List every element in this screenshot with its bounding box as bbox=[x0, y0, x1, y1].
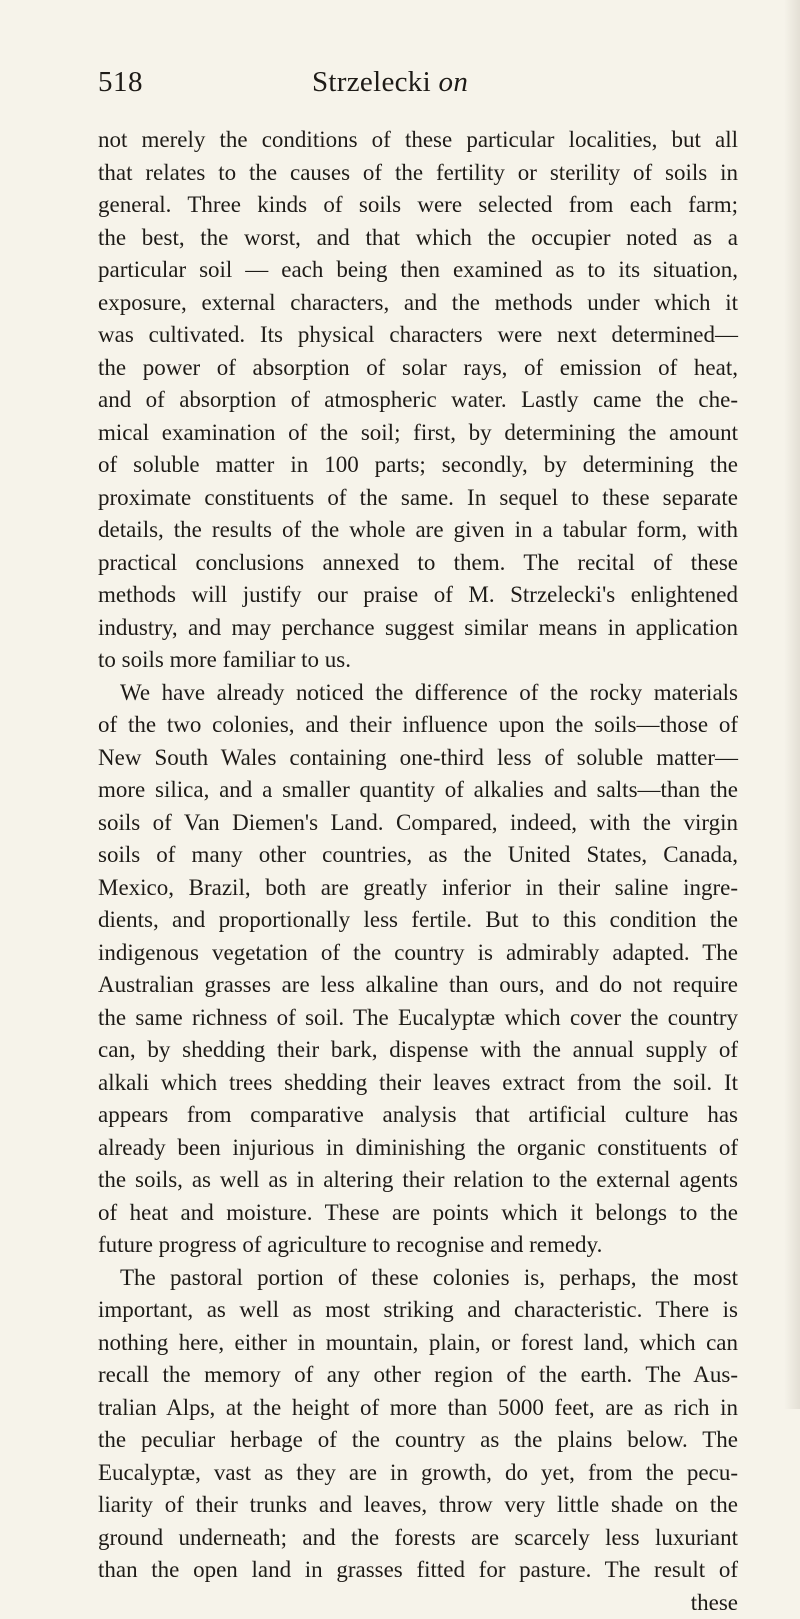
page-edge-shadow bbox=[784, 0, 800, 1409]
text-line: general. Three kinds of soils were selected from each farm; bbox=[98, 189, 738, 222]
text-line: than the open land in grasses fitted for pasture. The result of bbox=[98, 1554, 738, 1587]
text-line: already been injurious in diminishing the organic constituents of bbox=[98, 1132, 738, 1165]
text-line: New South Wales containing one-third less of soluble matter— bbox=[98, 742, 738, 775]
text-line: soils of Van Diemen's Land. Compared, indeed, with the virgin bbox=[98, 807, 738, 840]
page-header bbox=[98, 66, 748, 106]
text-line: nothing here, either in mountain, plain, or forest land, which can bbox=[98, 1327, 738, 1360]
text-line: of the two colonies, and their influence upon the soils—those of bbox=[98, 709, 738, 742]
text-line: more silica, and a smaller quantity of alkalies and salts—than the bbox=[98, 774, 738, 807]
text-line: the soils, as well as in altering their relation to the external agents bbox=[98, 1164, 738, 1197]
page-number: 518 bbox=[98, 66, 143, 99]
text-line: to soils more familiar to us. bbox=[98, 644, 738, 677]
text-line: the peculiar herbage of the country as the plains below. The bbox=[98, 1424, 738, 1457]
text-line: of soluble matter in 100 parts; secondly, by determining the bbox=[98, 449, 738, 482]
text-line: tralian Alps, at the height of more than 5000 feet, are as rich in bbox=[98, 1392, 738, 1425]
text-line: methods will justify our praise of M. Strzelecki's enlightened bbox=[98, 579, 738, 612]
catchword: these bbox=[98, 1587, 738, 1619]
running-head bbox=[312, 66, 468, 99]
body-text bbox=[98, 124, 738, 1619]
text-line: the best, the worst, and that which the occupier noted as a bbox=[98, 222, 738, 255]
text-line: proximate constituents of the same. In sequel to these separate bbox=[98, 482, 738, 515]
text-line: of heat and moisture. These are points which it belongs to the bbox=[98, 1197, 738, 1230]
text-line: mical examination of the soil; first, by determining the amount bbox=[98, 417, 738, 450]
text-line: Australian grasses are less alkaline than ours, and do not require bbox=[98, 969, 738, 1002]
text-line: exposure, external characters, and the methods under which it bbox=[98, 287, 738, 320]
text-line: industry, and may perchance suggest similar means in application bbox=[98, 612, 738, 645]
text-line: future progress of agriculture to recognise and remedy. bbox=[98, 1229, 738, 1262]
text-line: and of absorption of atmospheric water. Lastly came the che- bbox=[98, 384, 738, 417]
text-line: recall the memory of any other region of the earth. The Aus- bbox=[98, 1359, 738, 1392]
text-line: alkali which trees shedding their leaves extract from the soil. It bbox=[98, 1067, 738, 1100]
text-line: the power of absorption of solar rays, of emission of heat, bbox=[98, 352, 738, 385]
running-head-name: Strzelecki bbox=[312, 66, 431, 98]
text-line: important, as well as most striking and characteristic. There is bbox=[98, 1294, 738, 1327]
running-head-word: on bbox=[439, 66, 469, 98]
text-line: particular soil — each being then examined as to its situation, bbox=[98, 254, 738, 287]
text-line: details, the results of the whole are given in a tabular form, with bbox=[98, 514, 738, 547]
text-line: can, by shedding their bark, dispense with the annual supply of bbox=[98, 1034, 738, 1067]
text-line: Mexico, Brazil, both are greatly inferior in their saline ingre- bbox=[98, 872, 738, 905]
text-line: liarity of their trunks and leaves, throw very little shade on the bbox=[98, 1489, 738, 1522]
text-line: appears from comparative analysis that artificial culture has bbox=[98, 1099, 738, 1132]
text-line: soils of many other countries, as the United States, Canada, bbox=[98, 839, 738, 872]
text-line: We have already noticed the difference of the rocky materials bbox=[98, 677, 738, 710]
text-line: The pastoral portion of these colonies is, perhaps, the most bbox=[98, 1262, 738, 1295]
text-line: was cultivated. Its physical characters were next determined— bbox=[98, 319, 738, 352]
text-line: Eucalyptæ, vast as they are in growth, do yet, from the pecu- bbox=[98, 1457, 738, 1490]
text-line: the same richness of soil. The Eucalyptæ which cover the country bbox=[98, 1002, 738, 1035]
text-line: not merely the conditions of these particular localities, but all bbox=[98, 124, 738, 157]
text-line: that relates to the causes of the fertility or sterility of soils in bbox=[98, 157, 738, 190]
text-line: dients, and proportionally less fertile. But to this condition the bbox=[98, 904, 738, 937]
text-line: ground underneath; and the forests are scarcely less luxuriant bbox=[98, 1522, 738, 1555]
text-line: indigenous vegetation of the country is admirably adapted. The bbox=[98, 937, 738, 970]
text-line: practical conclusions annexed to them. The recital of these bbox=[98, 547, 738, 580]
